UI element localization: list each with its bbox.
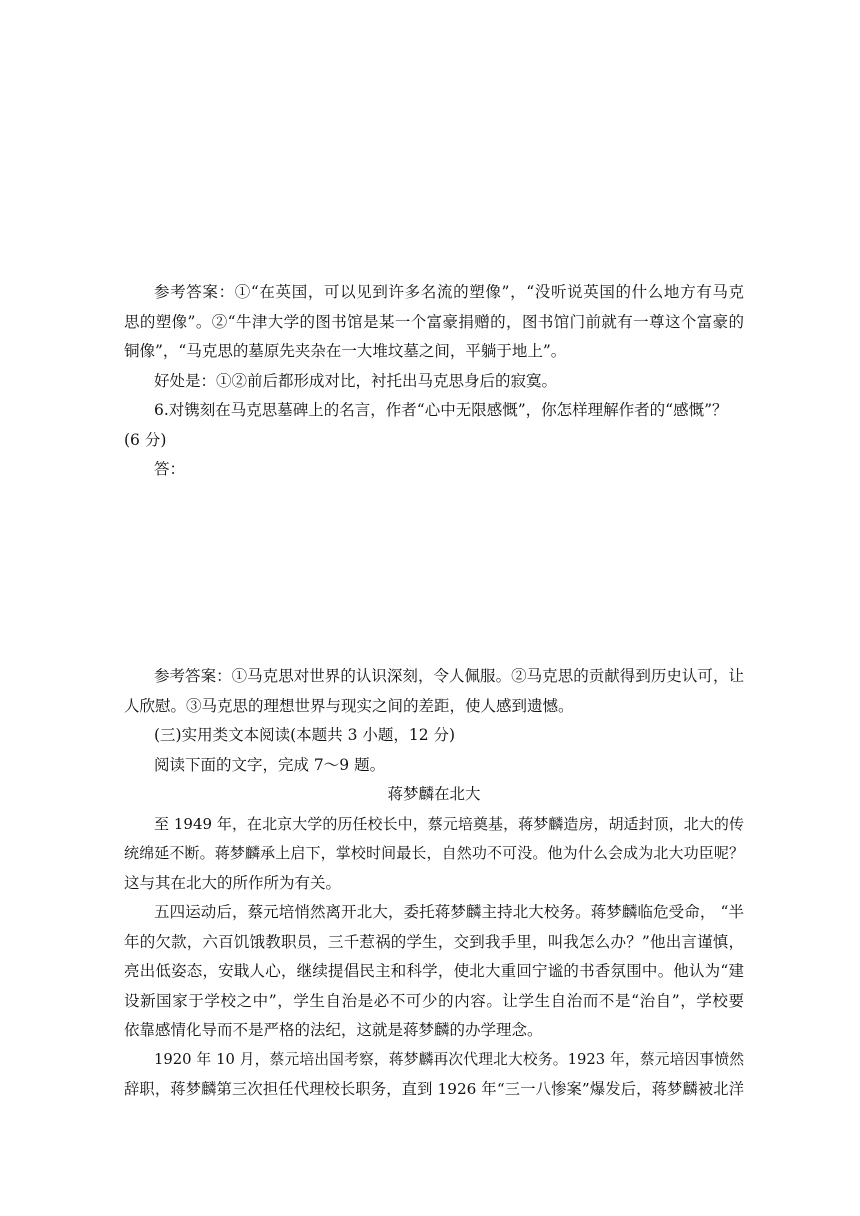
answer5-benefit: 好处是：①②前后都形成对比，衬托出马克思身后的寂寞。 — [154, 372, 558, 390]
question6-answer-label: 答： — [154, 460, 186, 478]
article-title: 蒋梦麟在北大 — [387, 785, 481, 803]
article-para2-line-3: 亮出低姿态，安戢人心，继续提倡民主和科学，使北大重回宁谧的书香氛围中。他认为“建 — [124, 962, 744, 980]
article-para1-line-2: 统绵延不断。蒋梦麟承上启下，掌校时间最长，自然功不可没。他为什么会成为北大功臣呢？ — [124, 844, 744, 862]
section3-heading: (三)实用类文本阅读(本题共 3 小题，12 分) — [154, 726, 456, 744]
question6-line-1: 6.对镌刻在马克思墓碑上的名言，作者“心中无限感慨”，你怎样理解作者的“感慨”？ — [154, 401, 728, 419]
article-para3-line-1: 1920 年 10 月，蔡元培出国考察，蒋梦麟再次代理北大校务。1923 年，蔡元培因事愤然 — [154, 1051, 744, 1068]
article-para3-line-2: 辞职，蒋梦麟第三次担任代理校长职务，直到 1926 年“三一八惨案”爆发后，蒋梦麟被北洋 — [124, 1080, 744, 1098]
answer6-line-1: 参考答案：①马克思对世界的认识深刻，令人佩服。②马克思的贡献得到历史认可，让 — [154, 667, 744, 685]
question6-line-2: (6 分) — [124, 431, 167, 449]
article-para1-line-3: 这与其在北大的所作所为有关。 — [124, 874, 342, 892]
answer5-line-2: 思的塑像”。②“牛津大学的图书馆是某一个富豪捐赠的，图书馆门前就有一尊这个富豪的 — [124, 313, 744, 331]
section3-instruction: 阅读下面的文字，完成 7～9 题。 — [154, 756, 386, 774]
article-para1-line-1: 至 1949 年，在北京大学的历任校长中，蔡元培奠基，蒋梦麟造房，胡适封顶，北大的传 — [154, 815, 744, 833]
answer5-line-3: 铜像”，“马克思的墓原先夹杂在一大堆坟墓之间，平躺于地上”。 — [124, 342, 567, 360]
answer6-line-2: 人欣慰。③马克思的理想世界与现实之间的差距，使人感到遗憾。 — [124, 697, 574, 715]
article-para2-line-2: 年的欠款，六百饥饿教职员，三千惹祸的学生，交到我手里，叫我怎么办？”他出言谨慎， — [124, 933, 744, 951]
article-para2-line-5: 依靠感情化导而不是严格的法纪，这就是蒋梦麟的办学理念。 — [124, 1021, 543, 1039]
article-para2-line-4: 设新国家于学校之中”，学生自治是必不可少的内容。让学生自治而不是“治自”，学校要 — [124, 992, 744, 1010]
answer5-line-1: 参考答案：①“在英国，可以见到许多名流的塑像”，“没听说英国的什么地方有马克 — [154, 283, 744, 301]
article-para2-line-1: 五四运动后，蔡元培悄然离开北大，委托蒋梦麟主持北大校务。蒋梦麟临危受命， “半 — [154, 903, 744, 921]
